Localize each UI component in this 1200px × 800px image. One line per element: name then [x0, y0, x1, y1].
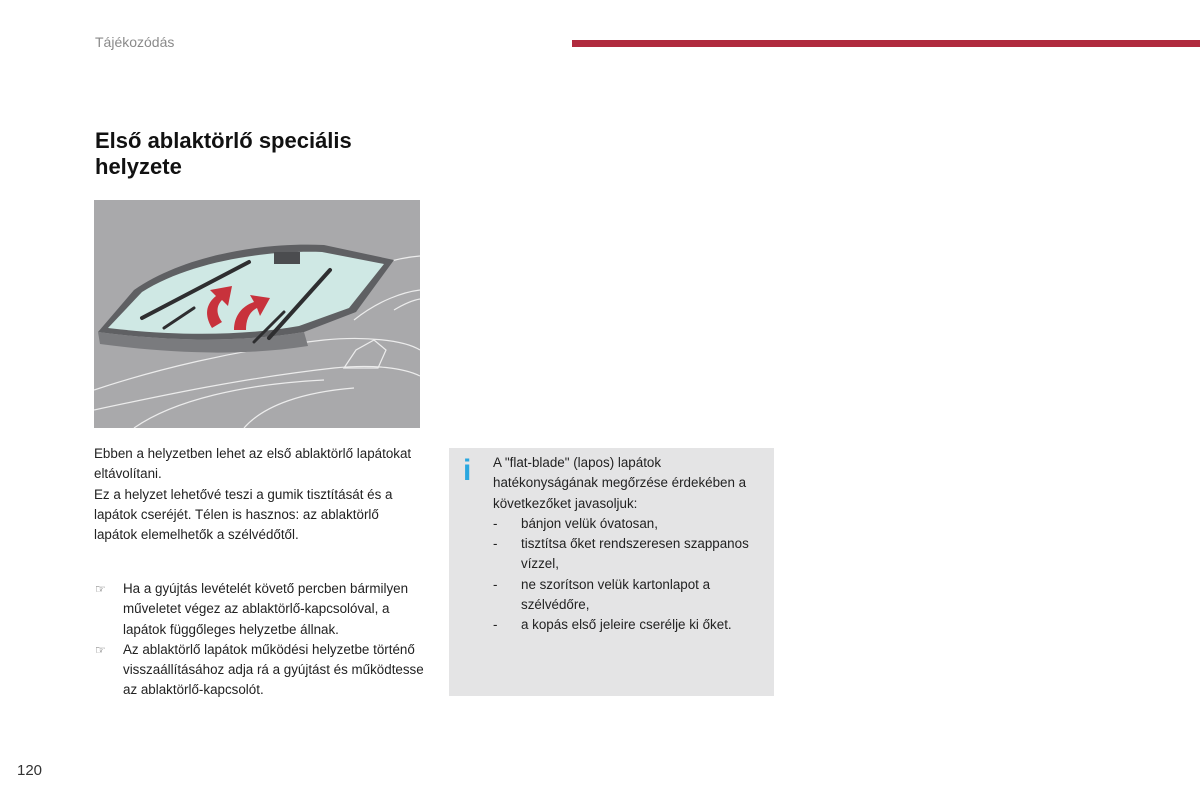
car-windscreen-drawing — [94, 200, 420, 428]
rear-view-mirror — [274, 252, 300, 264]
list-item-text: Ha a gyújtás levételét követő percben bármilyen műveletet végez az ablaktörlő-kapcsolóval, a lapátok függőleges helyzetbe állnak. — [123, 581, 409, 637]
pointing-hand-icon: ☞ — [95, 582, 106, 596]
pointing-hand-icon: ☞ — [95, 642, 106, 657]
info-text — [493, 453, 768, 636]
page-number: 120 — [17, 762, 43, 779]
intro-paragraph: Ebben a helyzetben lehet az első ablaktörlő lapátokat eltávolítani. — [94, 446, 412, 482]
info-icon: i — [463, 454, 472, 487]
dash-marker: - — [493, 536, 498, 552]
list-item — [493, 534, 768, 575]
list-item — [94, 579, 424, 640]
list-item-text: ne szorítson velük kartonlapot a szélvédőre, — [521, 576, 711, 613]
list-item — [493, 575, 768, 616]
header-accent-bar — [572, 40, 1200, 47]
list-item-text: bánjon velük óvatosan, — [521, 515, 658, 531]
section-title: Tájékozódás — [95, 34, 175, 50]
list-item — [493, 514, 768, 534]
list-item — [493, 615, 768, 635]
info-list — [493, 514, 768, 636]
info-box — [449, 448, 774, 696]
list-item — [94, 640, 424, 701]
dash-marker: - — [493, 576, 498, 592]
list-item-text: tisztítsa őket rendszeresen szappanos vízzel, — [521, 536, 749, 572]
procedure-list — [94, 579, 424, 701]
intro-text — [94, 444, 424, 545]
dash-marker: - — [493, 617, 498, 633]
windscreen-wiper-illustration — [94, 200, 420, 428]
list-item-text: Az ablaktörlő lapátok működési helyzetbe történő visszaállításához adja rá a gyújtást és működtesse az ablaktörlő-kapcsolót. — [123, 641, 424, 698]
list-item-text: a kopás első jeleire cserélje ki őket. — [521, 617, 732, 633]
page-title: Első ablaktörlő speciális helyzete — [95, 128, 352, 179]
intro-paragraph: Ez a helyzet lehetővé teszi a gumik tisztítását és a lapátok cseréjét. Télen is hasznos: az ablaktörlő lapátok elemelhetők a szélvédőtől. — [94, 486, 393, 543]
dash-marker: - — [493, 515, 498, 531]
info-intro: A "flat-blade" (lapos) lapátok hatékonyságának megőrzése érdekében a következőket javasoljuk: — [493, 455, 747, 511]
